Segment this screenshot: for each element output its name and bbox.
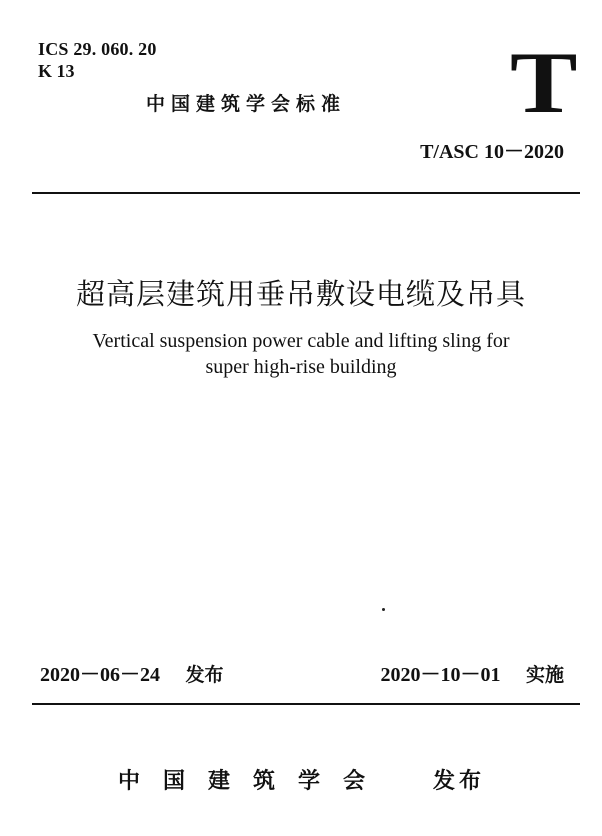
issue-date-block [40, 662, 223, 687]
standard-class-label: 中国建筑学会标准 [146, 93, 347, 115]
standard-type-letter: T [510, 35, 578, 132]
title-english-line-2: super high-rise building [205, 356, 397, 378]
implement-date-block [381, 662, 564, 687]
publisher-name: 中国建筑学会 [118, 769, 389, 794]
top-divider [32, 192, 580, 194]
stray-dot [382, 608, 385, 611]
issue-date: 2020－06－24 [40, 664, 160, 686]
issue-label: 发布 [185, 664, 224, 686]
title-english-line-1: Vertical suspension power cable and lifting sling for [92, 330, 510, 352]
bottom-divider [32, 703, 580, 705]
publisher-action: 发布 [433, 769, 486, 794]
standard-number: T/ASC 10－2020 [420, 141, 564, 163]
implement-label: 实施 [525, 664, 564, 686]
implement-date: 2020－10－01 [380, 664, 501, 686]
ics-code: ICS 29. 060. 20 [38, 39, 157, 59]
ccs-code: K 13 [38, 61, 75, 81]
title-chinese: 超高层建筑用垂吊敷设电缆及吊具 [75, 277, 526, 311]
title-english [0, 328, 602, 380]
